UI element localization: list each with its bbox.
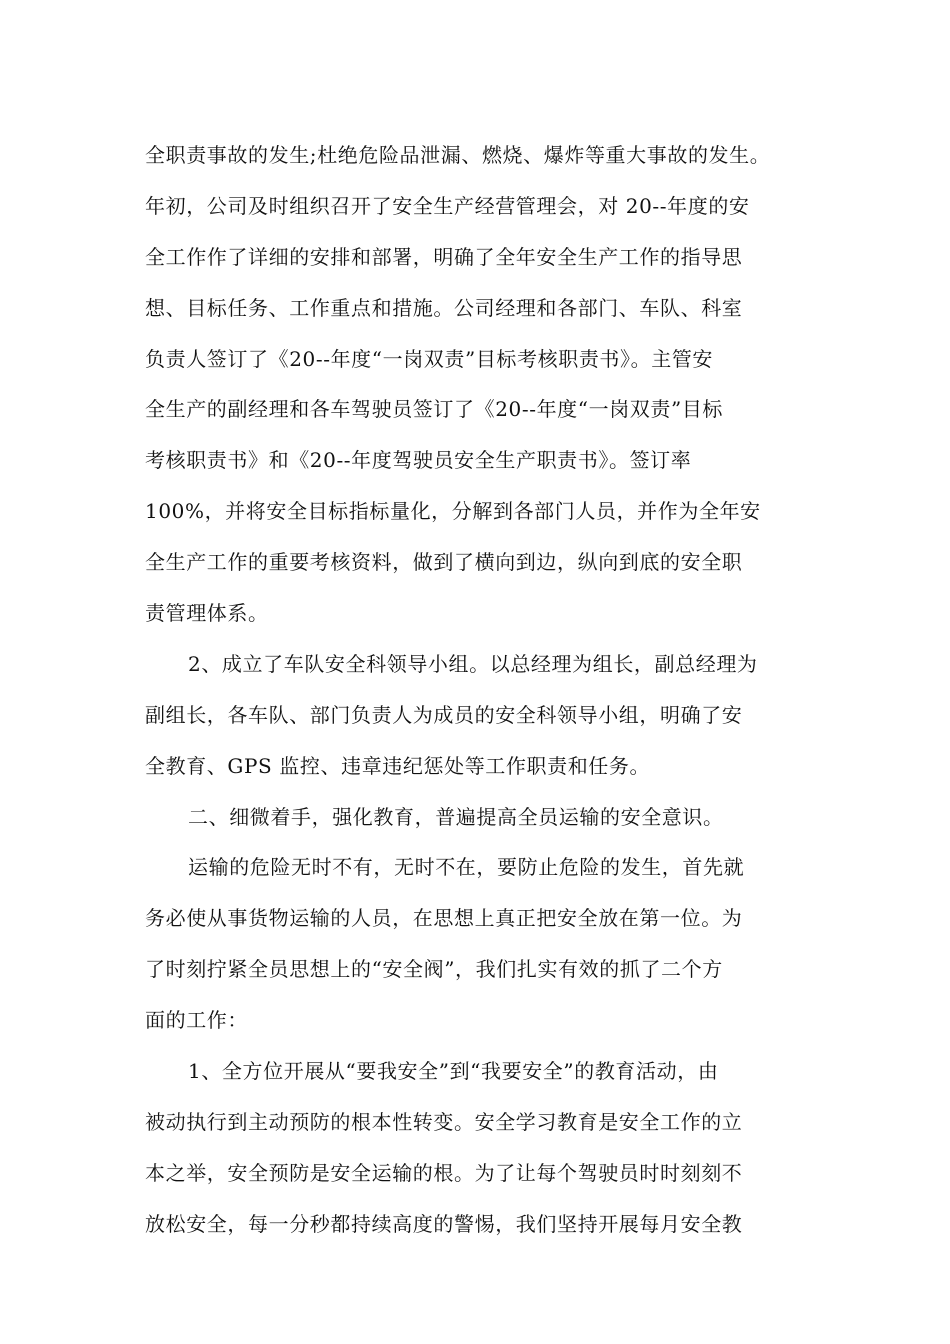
- text-line: 全生产的副经理和各车驾驶员签订了《20--年度“一岗双责”目标: [145, 397, 724, 422]
- body-text: [145, 130, 815, 1250]
- text-line: 年初，公司及时组织召开了安全生产经营管理会，对 20--年度的安: [145, 193, 750, 218]
- text-line: 负责人签订了《20--年度“一岗双责”目标考核职责书》。主管安: [145, 346, 714, 371]
- text-line: 1、全方位开展从“要我安全”到“我要安全”的教育活动，由: [188, 1059, 719, 1084]
- text-line: 面的工作：: [145, 1008, 248, 1033]
- text-line: 被动执行到主动预防的根本性转变。安全学习教育是安全工作的立: [145, 1109, 743, 1134]
- text-line: 全教育、GPS 监控、违章违纪惩处等工作职责和任务。: [145, 753, 651, 778]
- text-line: 全工作作了详细的安排和部署，明确了全年安全生产工作的指导思: [145, 244, 743, 269]
- text-line: 了时刻拧紧全员思想上的“安全阀”，我们扎实有效的抓了二个方: [145, 957, 723, 982]
- text-line: 2、成立了车队安全科领导小组。以总经理为组长，副总经理为: [188, 651, 758, 676]
- text-line: 全职责事故的发生;杜绝危险品泄漏、燃烧、爆炸等重大事故的发生。: [145, 143, 771, 167]
- text-line: 100%，并将安全目标指标量化，分解到各部门人员，并作为全年安: [145, 499, 761, 524]
- text-line: 务必使从事货物运输的人员，在思想上真正把安全放在第一位。为: [145, 906, 743, 931]
- text-line: 想、目标任务、工作重点和措施。公司经理和各部门、车队、科室: [145, 295, 743, 320]
- section-heading: 二、细微着手，强化教育，普遍提高全员运输的安全意识。: [188, 804, 724, 829]
- text-line: 考核职责书》和《20--年度驾驶员安全生产职责书》。签订率: [145, 448, 692, 473]
- text-line: 本之举，安全预防是安全运输的根。为了让每个驾驶员时时刻刻不: [145, 1160, 743, 1185]
- text-line: 责管理体系。: [145, 601, 269, 626]
- text-line: 全生产工作的重要考核资料，做到了横向到边，纵向到底的安全职: [145, 550, 743, 575]
- text-line: 放松安全，每一分秒都持续高度的警惕，我们坚持开展每月安全教: [145, 1211, 743, 1236]
- text-line: 运输的危险无时不有，无时不在，要防止危险的发生，首先就: [188, 855, 745, 880]
- text-line: 副组长，各车队、部门负责人为成员的安全科领导小组，明确了安: [145, 702, 743, 727]
